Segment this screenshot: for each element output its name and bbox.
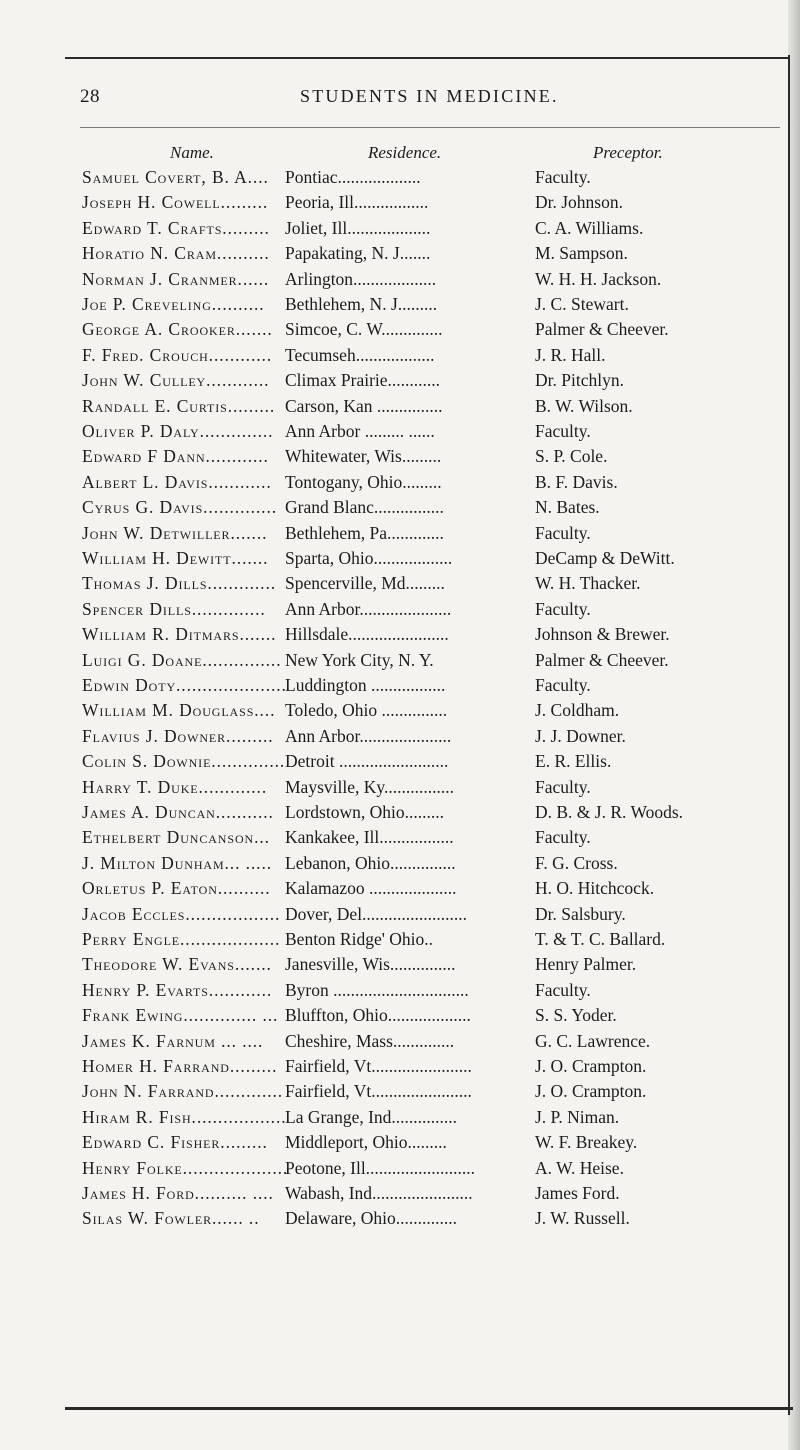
- student-preceptor: Dr. Pitchlyn.: [535, 370, 624, 391]
- student-row: [0, 1105, 800, 1130]
- student-residence: Tontogany, Ohio.........: [285, 471, 442, 492]
- student-residence: Maysville, Ky................: [285, 776, 454, 797]
- student-row: [0, 902, 800, 927]
- student-name: John N. Farrand.............: [82, 1081, 284, 1102]
- student-row: [0, 470, 800, 495]
- student-preceptor: Johnson & Brewer.: [535, 624, 670, 645]
- student-residence: Kalamazoo ....................: [285, 878, 457, 899]
- student-residence: Ann Arbor.....................: [285, 725, 452, 746]
- student-preceptor: Palmer & Cheever.: [535, 319, 669, 340]
- header-rule: [80, 127, 780, 128]
- column-headers: [0, 143, 800, 165]
- student-row: [0, 800, 800, 825]
- student-preceptor: J. J. Downer.: [535, 725, 626, 746]
- column-header-name: Name.: [170, 143, 214, 162]
- student-name: Cyrus G. Davis..............: [82, 497, 277, 518]
- student-name: J. Milton Dunham... .....: [82, 852, 273, 873]
- student-row: [0, 1156, 800, 1181]
- student-name: George A. Crooker.......: [82, 319, 273, 340]
- student-row: [0, 648, 800, 673]
- student-residence: Dover, Del........................: [285, 903, 468, 924]
- student-preceptor: Henry Palmer.: [535, 954, 637, 975]
- student-name: Flavius J. Downer.........: [82, 725, 274, 746]
- student-residence: Carson, Kan ...............: [285, 395, 443, 416]
- student-name: Joe P. Creveling..........: [82, 294, 265, 314]
- student-row: [0, 851, 800, 876]
- student-preceptor: Dr. Salsbury.: [535, 903, 626, 924]
- student-preceptor: C. A. Williams.: [535, 217, 644, 238]
- student-preceptor: Dr. Johnson.: [535, 192, 623, 213]
- student-row: [0, 1130, 800, 1155]
- student-residence: Byron ...............................: [285, 979, 469, 1000]
- student-name: William H. Dewitt.......: [82, 548, 269, 568]
- student-residence: Bethlehem, Pa.............: [285, 522, 444, 543]
- student-preceptor: Faculty.: [535, 979, 591, 1000]
- student-row: [0, 1054, 800, 1079]
- student-name: F. Fred. Crouch............: [82, 344, 273, 365]
- student-name: John W. Detwiller.......: [82, 522, 268, 543]
- student-row: [0, 317, 800, 342]
- student-name: James A. Duncan...........: [82, 802, 274, 822]
- student-residence: Arlington...................: [285, 268, 437, 289]
- student-residence: Benton Ridge' Ohio..: [285, 929, 434, 949]
- student-preceptor: Faculty.: [535, 776, 591, 797]
- student-row: [0, 165, 800, 190]
- student-row: [0, 444, 800, 469]
- student-preceptor: W. H. H. Jackson.: [535, 268, 662, 289]
- student-row: [0, 394, 800, 419]
- student-preceptor: S. S. Yoder.: [535, 1005, 617, 1026]
- student-row: [0, 1029, 800, 1054]
- bottom-rule: [65, 1407, 793, 1410]
- student-preceptor: J. O. Crampton.: [535, 1056, 647, 1076]
- student-residence: Pontiac...................: [285, 167, 421, 187]
- student-residence: Papakating, N. J.......: [285, 243, 431, 264]
- student-preceptor: S. P. Cole.: [535, 446, 608, 467]
- student-row: [0, 571, 800, 596]
- student-name: Horatio N. Cram..........: [82, 243, 270, 264]
- student-residence: Grand Blanc................: [285, 497, 444, 518]
- student-residence: Fairfield, Vt.......................: [285, 1056, 472, 1076]
- student-residence: Delaware, Ohio..............: [285, 1208, 458, 1229]
- student-preceptor: Faculty.: [535, 598, 591, 619]
- student-row: [0, 1079, 800, 1104]
- student-preceptor: Palmer & Cheever.: [535, 649, 669, 670]
- student-residence: La Grange, Ind...............: [285, 1106, 458, 1127]
- student-preceptor: G. C. Lawrence.: [535, 1030, 651, 1051]
- student-residence: Simcoe, C. W..............: [285, 319, 443, 340]
- student-residence: Bluffton, Ohio...................: [285, 1005, 471, 1026]
- student-name: Hiram R. Fish..................: [82, 1106, 287, 1127]
- student-residence: Joliet, Ill...................: [285, 217, 431, 238]
- student-residence: Spencerville, Md.........: [285, 573, 445, 594]
- student-name: Orletus P. Eaton..........: [82, 878, 271, 899]
- student-name: Edward T. Crafts.........: [82, 217, 270, 238]
- student-row: [0, 749, 800, 774]
- student-residence: Janesville, Wis...............: [285, 954, 456, 975]
- student-row: [0, 1181, 800, 1206]
- student-residence: Kankakee, Ill.................: [285, 827, 454, 848]
- student-residence: Ann Arbor ......... ......: [285, 421, 435, 441]
- student-row: [0, 698, 800, 723]
- student-residence: Tecumseh..................: [285, 344, 435, 365]
- student-preceptor: Faculty.: [535, 522, 591, 543]
- student-row: [0, 825, 800, 850]
- student-residence: New York City, N. Y.: [285, 649, 434, 670]
- student-name: William M. Douglass....: [82, 700, 276, 721]
- student-row: [0, 927, 800, 952]
- student-name: Thomas J. Dills.............: [82, 573, 277, 594]
- student-residence: Cheshire, Mass..............: [285, 1030, 455, 1051]
- student-residence: Toledo, Ohio ...............: [285, 700, 448, 721]
- student-preceptor: M. Sampson.: [535, 243, 628, 264]
- student-row: [0, 343, 800, 368]
- student-residence: Middleport, Ohio.........: [285, 1132, 447, 1153]
- column-header-preceptor: Preceptor.: [593, 143, 663, 162]
- student-row: [0, 419, 800, 444]
- student-name: Jacob Eccles..................: [82, 903, 281, 924]
- student-row: [0, 495, 800, 520]
- running-title: STUDENTS IN MEDICINE.: [300, 86, 559, 106]
- student-preceptor: J. O. Crampton.: [535, 1081, 647, 1102]
- student-residence: Lordstown, Ohio.........: [285, 802, 444, 822]
- student-preceptor: J. P. Niman.: [535, 1106, 620, 1127]
- student-preceptor: D. B. & J. R. Woods.: [535, 802, 684, 822]
- student-residence: Peotone, Ill.........................: [285, 1157, 476, 1178]
- student-residence: Climax Prairie............: [285, 370, 441, 391]
- student-preceptor: Faculty.: [535, 167, 591, 187]
- student-residence: Wabash, Ind.......................: [285, 1183, 473, 1203]
- student-row: [0, 622, 800, 647]
- student-residence: Bethlehem, N. J.........: [285, 294, 438, 314]
- student-name: Homer H. Farrand.........: [82, 1056, 278, 1076]
- column-header-residence: Residence.: [368, 143, 442, 162]
- student-preceptor: B. W. Wilson.: [535, 395, 633, 416]
- student-preceptor: W. H. Thacker.: [535, 573, 641, 594]
- student-row: [0, 952, 800, 977]
- student-preceptor: J. Coldham.: [535, 700, 620, 721]
- student-row: [0, 190, 800, 215]
- student-name: Henry Folke....................: [82, 1157, 289, 1178]
- student-preceptor: N. Bates.: [535, 497, 600, 518]
- student-preceptor: J. C. Stewart.: [535, 294, 629, 314]
- student-name: Oliver P. Daly..............: [82, 421, 274, 441]
- student-row: [0, 876, 800, 901]
- student-name: Spencer Dills..............: [82, 598, 266, 619]
- student-name: Theodore W. Evans.......: [82, 954, 272, 975]
- student-row: [0, 267, 800, 292]
- student-name: Silas W. Fowler...... ..: [82, 1208, 260, 1229]
- student-row: [0, 241, 800, 266]
- page-number: 28: [80, 86, 100, 107]
- student-row: [0, 368, 800, 393]
- student-name: Edward F Dann............: [82, 446, 269, 467]
- student-residence: Hillsdale.......................: [285, 624, 449, 645]
- student-name: Albert L. Davis............: [82, 471, 272, 492]
- student-residence: Whitewater, Wis.........: [285, 446, 442, 467]
- student-residence: Lebanon, Ohio...............: [285, 852, 456, 873]
- student-preceptor: F. G. Cross.: [535, 852, 618, 873]
- student-preceptor: J. R. Hall.: [535, 344, 606, 365]
- student-preceptor: Faculty.: [535, 827, 591, 848]
- student-name: Randall E. Curtis.........: [82, 395, 276, 416]
- student-name: Ethelbert Duncanson...: [82, 827, 270, 848]
- student-preceptor: James Ford.: [535, 1183, 620, 1203]
- student-row: [0, 597, 800, 622]
- student-name: Norman J. Cranmer......: [82, 268, 270, 289]
- student-row: [0, 292, 800, 317]
- student-row: [0, 216, 800, 241]
- student-name: Harry T. Duke.............: [82, 776, 268, 797]
- student-preceptor: J. W. Russell.: [535, 1208, 630, 1229]
- student-name: Samuel Covert, B. A....: [82, 167, 269, 187]
- student-name: Colin S. Downie..............: [82, 751, 286, 772]
- student-name: Luigi G. Doane...............: [82, 649, 282, 670]
- student-preceptor: Faculty.: [535, 675, 591, 695]
- student-row: [0, 724, 800, 749]
- student-name: Perry Engle...................: [82, 929, 281, 949]
- student-name: Frank Ewing.............. ...: [82, 1005, 279, 1026]
- student-name: Edward C. Fisher.........: [82, 1132, 268, 1153]
- student-row: [0, 673, 800, 698]
- student-preceptor: A. W. Heise.: [535, 1157, 624, 1178]
- student-row: [0, 775, 800, 800]
- student-residence: Sparta, Ohio..................: [285, 548, 453, 568]
- student-residence: Peoria, Ill.................: [285, 192, 429, 213]
- student-row: [0, 978, 800, 1003]
- student-preceptor: E. R. Ellis.: [535, 751, 612, 772]
- student-preceptor: H. O. Hitchcock.: [535, 878, 655, 899]
- top-rule: [65, 57, 790, 59]
- student-row: [0, 1003, 800, 1028]
- student-name: John W. Culley............: [82, 370, 270, 391]
- student-name: James H. Ford.......... ....: [82, 1183, 274, 1203]
- student-name: James K. Farnum ... ....: [82, 1030, 264, 1051]
- student-row: [0, 1206, 800, 1231]
- running-header: [0, 86, 800, 110]
- student-name: Henry P. Evarts............: [82, 979, 273, 1000]
- student-preceptor: B. F. Davis.: [535, 471, 618, 492]
- student-row: [0, 521, 800, 546]
- student-residence: Ann Arbor.....................: [285, 598, 452, 619]
- student-name: Joseph H. Cowell.........: [82, 192, 269, 213]
- student-residence: Luddington .................: [285, 675, 446, 695]
- student-name: Edwin Doty.....................: [82, 675, 287, 695]
- student-residence: Detroit .........................: [285, 751, 449, 772]
- student-preceptor: DeCamp & DeWitt.: [535, 548, 675, 568]
- student-name: William R. Ditmars.......: [82, 624, 277, 645]
- student-preceptor: W. F. Breakey.: [535, 1132, 638, 1153]
- student-preceptor: Faculty.: [535, 421, 591, 441]
- student-preceptor: T. & T. C. Ballard.: [535, 929, 666, 949]
- student-row: [0, 546, 800, 571]
- student-residence: Fairfield, Vt.......................: [285, 1081, 472, 1102]
